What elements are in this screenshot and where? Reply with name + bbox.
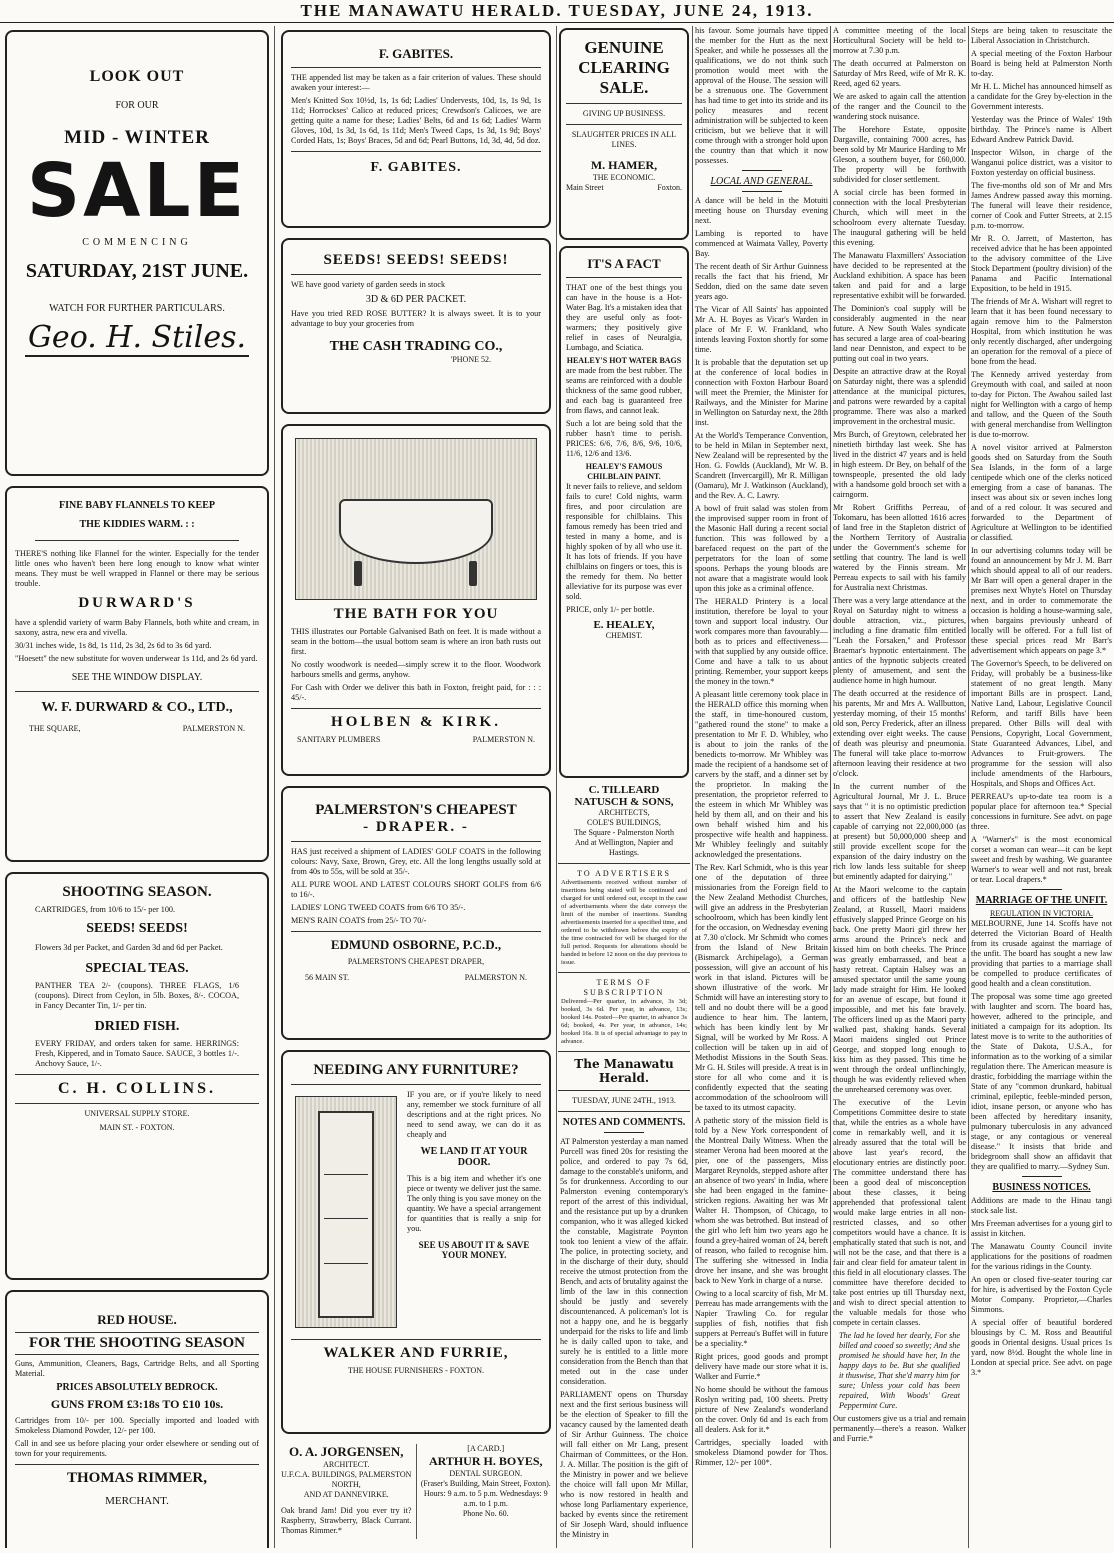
holben-town: PALMERSTON N. — [472, 735, 535, 744]
divider — [291, 1084, 541, 1085]
healey-text: It never fails to relieve, and seldom fails to cure! Cold nights, warm fires, and poor circulation are responsible for chilblains. This famous remedy has been tried and tested in many a home, and is highly spoken of by all who use it. It has lots of friends. If you have chilblains on fingers or toes, this is the remedy for them. No better alleviative for its purpose was ever sold. — [566, 482, 682, 601]
news-paragraph: The five-months old son of Mr and Mrs James Andrew passed away this morning. The funeral will leave their residence, corner of Cook and Futter Streets, at 2.15 p.m. to-morrow. — [971, 181, 1112, 230]
news-paragraph: PERREAU's up-to-date tea room is a popular place for afternoon tea.* Special concessions in furniture. See advt. on page three. — [971, 792, 1112, 831]
healey-text: are made from the best rubber. The seams are reinforced with a double thickness of the same good rubber, and each bag is guaranteed free from flaws, and cannot leak. — [566, 366, 682, 415]
jorgensen-card — [281, 1444, 412, 1539]
news-paragraph: We are asked to again call the attention of the ranger and the Council to the wandering stock nuisance. — [833, 92, 966, 121]
collins-address: MAIN ST. - FOXTON. — [99, 1123, 175, 1132]
collins-text: Flowers 3d per Packet, and Garden 3d and 6d per Packet. — [35, 943, 223, 952]
news-paragraph: The Vicar of All Saints' has appointed Mr A. H. Boyes as Vicar's Warden in place of Mr F. W. Frankland, who intends leaving Foxton shortly for some time. — [695, 305, 828, 354]
bath-heading: THE BATH FOR YOU — [333, 606, 499, 622]
tilleard-address: The Square - Palmerston North — [574, 828, 674, 837]
tilleard-card — [558, 784, 690, 858]
hamer-advert — [559, 28, 689, 240]
collins-heading: SHOOTING SEASON. — [62, 884, 212, 900]
hamer-street: Main Street — [566, 183, 604, 192]
durward-text: 30/31 inches wide, 1s 8d, 1s 11d, 2s 3d, 2s 6d to 3s 6d yard. — [15, 641, 212, 650]
durward-text: "Hoesett" the new substitute for woven underwear 1s 11d, and 2s 6d yard. — [15, 654, 258, 663]
hamer-name: M. HAMER, — [590, 158, 658, 172]
news-paragraph: The Horehore Estate, opposite Dargaville, containing 7000 acres, has been sold by Mr Maurice Harding to Mr Gleson, a southern buyer, for £60,000. The property will be forthwith subdivided for closer settlement. — [833, 125, 966, 184]
news-paragraph: Owing to a local scarcity of fish, Mr M. Perreau has made arrangements with the Napier Trawling Co. for regular supplies of fish, notifies that fish suppers at Perreau's Buffet will in future be a speciality.* — [695, 1289, 828, 1348]
stiles-advert — [5, 30, 269, 476]
news-paragraph: The Manawatu County Council invite applications for the positions of roadmen for the various ridings in the County. — [971, 1242, 1112, 1271]
gabites-text: THE appended list may be taken as a fair criterion of values. These should awaken your interest:— — [291, 73, 541, 92]
subscription-heading: TERMS OF SUBSCRIPTION — [583, 978, 665, 997]
holben-name: HOLBEN & KIRK. — [331, 714, 501, 730]
divider — [566, 124, 682, 125]
news-paragraph: Cartridges, specially loaded with smokeless Diamond powder for Thos. Rimmer, 12/- per 100*. — [695, 1438, 828, 1467]
news-paragraph: In the current number of the Agricultural Journal, Mr J. L. Bruce says that " it is no optimistic prediction to assert that New Zealand is easily capable of carrying not 22,000,000 (as at present) but 50,000,000 sheep and still provide excellent scope for the expansion of the dairy industry on the rich low lands less suitable for sheep but eminently adapted for dairying." — [833, 782, 966, 881]
osborne-name: EDMUND OSBORNE, P.C.D., — [330, 937, 502, 952]
for-our: FOR OUR — [115, 100, 159, 111]
news-paragraph: MELBOURNE, June 14. Scoffs have not deterred the Victorian Board of Health from its crusade against the marriage of the unfit. The board has sought a new law providing that parties to a marriage shall be compelled to produce certificates of good health and a clean constitution. — [971, 919, 1112, 988]
business-notices-heading: BUSINESS NOTICES. — [992, 1182, 1091, 1193]
watch-notice: WATCH FOR FURTHER PARTICULARS. — [49, 303, 225, 314]
news-paragraph: The Kennedy arrived yesterday from Greymouth with coal, and sailed at noon to-day for Picton. The Awahou sailed last night for Wellington with a cargo of hemp and tallow, and the Queen of the South with general merchandise from Wellington is due to-morrow. — [971, 370, 1112, 439]
healey-role: CHEMIST. — [605, 631, 643, 640]
divider — [742, 191, 782, 192]
osborne-text: LADIES' LONG TWEED COATS from 6/6 TO 35/-. — [291, 903, 466, 912]
advertisers-text: Advertisements received without number of insertions being stated will be continued and charged for until ordered out, except in the case of advertisements where the date conveys the limit of the number of insertions. Standing advertisements inserted for a specified time, and ordered to be withdrawn before the expiry of the time contracted for will be charged for the full period. Requests for alterations should be handed in before 12 noon on the day previous to issue. — [561, 879, 687, 966]
walker-name: WALKER AND FURRIE, — [323, 1345, 509, 1361]
osborne-heading: PALMERSTON'S CHEAPEST — [315, 802, 517, 818]
hamer-prices: SLAUGHTER PRICES IN ALL LINES. — [571, 130, 677, 149]
divider — [742, 170, 782, 171]
news-paragraph: A bowl of fruit salad was stolen from the improvised supper room in front of the Masonic Hall during a recent social function. This was followed by a barefaced request on the part of the perpetrators for the loan of some spoons. Perhaps the young bloods are not aware that a magistrate would look upon this joke as a criminal offence. — [695, 504, 828, 593]
column-rule — [692, 26, 693, 1548]
osborne-address: 56 MAIN ST. — [305, 973, 350, 982]
notes-text: PARLIAMENT opens on Thursday next and the first serious business will be the election of Speaker to fill the vacancy caused by the lamented death of Sir Arthur Guinness. The choice will fall either on Mr Lang, present Chairman of Committees, or the Hon. J. A. Millar. The position is the gift of the Ministry in power and we believe the choice will fall upon Mr Millar, who is now restored in health and whose long Parliamentary experience, backed by events since the retirement of Sir Joseph Ward, should influence the Ministry in — [560, 1390, 688, 1539]
jorgensen-role: ARCHITECT. — [323, 1460, 370, 1469]
divider — [1022, 1176, 1062, 1177]
walker-text: IF you are, or if you're likely to need any, remember we stock furniture of all descriptions and at the right prices. No need to send away, we can do it as cheaply and — [407, 1090, 541, 1139]
walker-furrie-advert — [281, 1050, 551, 1434]
column-rule — [830, 26, 831, 1548]
healey-price: PRICE, only 1/- per bottle. — [566, 605, 655, 614]
hamer-economic: THE ECONOMIC. — [592, 173, 656, 182]
column-4 — [695, 26, 828, 1548]
osborne-sub: PALMERSTON'S CHEAPEST DRAPER, — [347, 957, 485, 966]
divider — [558, 1051, 690, 1052]
column-1 — [2, 26, 272, 1548]
news-paragraph: Additions are made to the Hinau tangi stock sale list. — [971, 1196, 1112, 1215]
durward-title: FINE BABY FLANNELS TO KEEP — [59, 500, 215, 511]
collins-text: PANTHER TEA 2/- (coupons). THREE FLAGS, 1/6 (coupons). Direct from Ceylon, in 5lb. Boxes, 8/-. COCOA, in Fancy Decanter Tin, 1/- per tin. — [35, 981, 239, 1010]
collins-name: C. H. COLLINS. — [57, 1080, 217, 1097]
holben-kirk-advert — [281, 424, 551, 776]
boyes-card — [416, 1444, 552, 1539]
boyes-hours: Hours: 9 a.m. to 5 p.m. Wednesdays: 9 a.m. to 1 p.m. — [423, 1489, 548, 1508]
news-paragraph: The Manawatu Flaxmillers' Association have decided to be represented at the Auckland exhibition. A space has been taken and paid for and a large representative exhibit will be forwarded. — [833, 251, 966, 300]
news-paragraph: A special meeting of the Foxton Harbour Board is being held at Palmerston North to-day. — [971, 49, 1112, 78]
boyes-name: ARTHUR H. BOYES, — [428, 1454, 543, 1468]
news-paragraph: The Governor's Speech, to be delivered on Friday, will probably be a business-like statement of no great length. Many important Bills are in prospect. Land, Native Land, Labour, Legislative Council Reform, and tariff Bills have been prepared. Other Bills will deal with Pensions, Copyright, Local Government, State Guaranteed Advances, Libel, and Advances to Fruit-growers. The programme for the session will also include amendments of the Harbours, Hospitals, and Shops and Offices Act. — [971, 659, 1112, 788]
mid-winter: MID - WINTER — [64, 127, 210, 148]
divider — [566, 103, 682, 104]
hamer-town: Foxton. — [657, 183, 682, 192]
durward-name: DURWARD'S — [78, 595, 196, 611]
osborne-text: MEN'S RAIN COATS from 25/- TO 70/- — [291, 916, 427, 925]
bath-leg — [354, 561, 362, 587]
news-paragraph: The recent death of Sir Arthur Guinness recalls the fact that his friend, Mr Seddon, died on the same date seven years ago. — [695, 262, 828, 301]
advertisers-notice — [558, 869, 690, 967]
marriage-heading: MARRIAGE OF THE UNFIT. — [975, 895, 1108, 906]
news-paragraph: No home should be without the famous Roslyn writing pad, 100 sheets. Pretty picture of New Zealand's wonderland on the cover. Only 6d and 1s each from all dealers. Ask for it.* — [695, 1385, 828, 1434]
subscription-notice — [558, 978, 690, 1046]
rimmer-prices: PRICES ABSOLUTELY BEDROCK. — [56, 1382, 218, 1393]
divider — [291, 1339, 541, 1340]
advertisers-heading: TO ADVERTISERS — [577, 869, 671, 878]
boyes-role: DENTAL SURGEON. — [449, 1469, 523, 1478]
divider — [15, 1074, 259, 1075]
collins-store: UNIVERSAL SUPPLY STORE. — [84, 1109, 190, 1118]
news-paragraph: A pathetic story of the mission field is told by a New York correspondent of the Montreal Daily Witness. When the steamer Verona had been moored at the pier, one of the passengers, Miss Margaret Reynolds, stepped ashore after an absence of two years' in India, where she had been engaged in the famine-stricken regions. Awaiting her was Mr Walter H. Thompson, of Chicago, to whom she was betrothed. But instead of the girl who left him two years ago he found a grey-haired woman of 24, bereft of reason, who failed to recognise him. The suffering she witnessed in India drove her insane, and she was brought back to New York in charge of a nurse. — [695, 1116, 828, 1285]
hamer-genuine: GENUINE — [584, 38, 664, 57]
cash-text: WE have good variety of garden seeds in stock — [291, 280, 446, 289]
jorgensen-address: U.F.C.A. BUILDINGS, PALMERSTON NORTH, — [281, 1470, 412, 1489]
walker-cta: SEE US ABOUT IT & SAVE YOUR MONEY. — [418, 1240, 530, 1260]
news-paragraph: Mrs Burch, of Greytown, celebrated her ninetieth birthday last week. She has lived in the district 47 years and is held in high esteem. Dr Bey, on behalf of the townspeople, presented the old lady with a handsome gold brooch set with a cairngorm. — [833, 430, 966, 499]
herald-title: The Manawatu Herald. — [574, 1057, 674, 1085]
herald-date: TUESDAY, JUNE 24TH., 1913. — [572, 1096, 676, 1105]
news-paragraph: In our advertising columns today will be found an announcement by Mr J. M. Barr which should appeal to all of our readers. Mr Barr will open a general draper in the premises next Whyte's Hotel on Thursday next, and in order to commemorate the occasion is holding a house-warming sale, when bargains previously unheard of locally will be offered. For a full list of these special prices read Mr Barr's advertisement which appears on page 3.* — [971, 546, 1112, 655]
news-paragraph: The executive of the Levin Competitions Committee desire to state that, while the entries as a whole have come in remarkably well, and it is already assured that the total will be above last year's record, the elocutionary entries are distinctly poor. The committee understand there has been a good deal of misconception about these classes, it being apprehended that professional talent would make large entries in all non-restricted classes, and so other competitors would have a chance. It is emphatically stated that such is not, and will not be the case, and that there is a fair and clear field for amateur talent in this field in all elocutionary classes. The committee have therefore decided to take post entries up till Thursday next, and wish to direct special attention to the valuable medals for those who compete in certain classes. — [833, 1098, 966, 1327]
gabites-footer: F. GABITES. — [370, 160, 462, 175]
news-paragraph: There was a very large attendance at the Royal on Saturday night to witness a double attraction, viz., pictures, including a fine dramatic film entitled "Leah the Forsaken," and Professor Braemar's hypnotic entertainment. The antics of the hypnotic subjects created plenty of amusement, and sent the audience home in high humour. — [833, 596, 966, 685]
news-paragraph: At the Maori welcome to the captain and officers of the battleship New Zealand, at Russell, Maori maidens effusively slapped Prince George on his back. One pretty Maori girl threw her arms around the Prince's neck and kissed him on both cheeks. The Prince was greatly embarrassed, and beat a hasty retreat. Captain Halsey was an amused spectator until the same young lady made straight for Him. He looked for an avenue of escape, but found it impossible, and met his fate bravely. The officers lined up as the Maori party walked past, shaking hands. Several Maori maidens singled out Prince George, and stopped long enough to kiss him as they passed. This time he went through the ordeal unflinchingly, though he was evidently relieved when the unrehearsed ceremony was over. — [833, 885, 966, 1094]
holben-price: For Cash with Order we deliver this bath in Foxton, freight paid, for : : : 45/-. — [291, 683, 541, 702]
sale-heading: SALE — [26, 148, 248, 234]
holben-text: THIS illustrates our Portable Galvanised Bath on feet. It is made without a seam in the bottom—the usual bottom seam is where an iron bath rusts out first. — [291, 627, 541, 656]
osborne-text: HAS just received a shipment of LADIES' GOLF COATS in the following colours: Navy, Saxe, Brown, Grey, etc. All the long lengths usually sold at from 40s to 55s, will be sold at 35/-. — [291, 847, 541, 876]
tilleard-building: COLE'S BUILDINGS, — [587, 818, 661, 827]
tilleard-role: ARCHITECTS, — [598, 808, 650, 817]
marriage-subheading: REGULATION IN VICTORIA. — [989, 909, 1094, 918]
column-rule — [968, 26, 969, 1548]
rimmer-text: Guns, Ammunition, Cleaners, Bags, Cartridge Belts, and all Sporting Material. — [15, 1359, 259, 1378]
osborne-advert — [281, 786, 551, 1040]
durward-address: THE SQUARE, — [29, 724, 81, 733]
hamer-sale: SALE. — [599, 78, 649, 97]
news-paragraph: Mrs Freeman advertises for a young girl to assist in kitchen. — [971, 1219, 1112, 1238]
divider — [558, 1090, 690, 1091]
walker-text: This is a big item and whether it's one piece or twenty we deliver just the same. The only thing is you save money on the quantity. We have a special arrangement for quantities that is really a snip for you. — [407, 1174, 541, 1233]
seeds-heading: SEEDS! SEEDS! SEEDS! — [323, 252, 509, 268]
osborne-town: PALMERSTON N. — [464, 973, 527, 982]
bath-tub — [339, 499, 493, 564]
divider — [558, 1111, 690, 1112]
collins-text: CARTRIDGES, from 10/6 to 15/- per 100. — [35, 905, 176, 914]
news-paragraph: It is probable that the deputation set up at the conference of local bodies in connection with Foxton Harbour Board will meet the Premier, the Minister for Railways, and the Minister for Marine in Wellington on Saturday next, the 28th inst. — [695, 358, 828, 427]
news-paragraph: An open or closed five-seater touring car for hire, is advertised by the Foxton Cycle Motor Company. Proprietor,—Charles Simmons. — [971, 1275, 1112, 1314]
local-general-heading: LOCAL AND GENERAL. — [710, 176, 813, 187]
news-paragraph: A novel visitor arrived at Palmerston goods shed on Saturday from the South Sea Islands, in the form of a large centipede which one of the clerks noticed emerging from a case of bananas. The insect was about six or seven inches long and of a red colour. It was secured and forwarded to the Department of Agriculture at Wellington to be identified or classified. — [971, 443, 1112, 542]
collins-teas: SPECIAL TEAS. — [85, 961, 189, 976]
walker-sub: THE HOUSE FURNISHERS - FOXTON. — [347, 1366, 485, 1375]
collins-advert — [5, 872, 269, 1280]
gabites-advert — [281, 30, 551, 228]
durward-window: SEE THE WINDOW DISPLAY. — [71, 672, 203, 683]
durward-text: have a splendid variety of warm Baby Flannels, both white and cream, in saxony, astra, new era and vivella. — [15, 618, 259, 637]
news-paragraph: Mr R. O. Jarrett, of Masterton, has received advice that he has been appointed to the advisory committee of the Live Stock Department (poultry division) of the Panama and Pacific International Exposition, to be held in 1915. — [971, 234, 1112, 293]
news-paragraph: A "Warner's" is the most economical corset a woman can wear—it can be kept sweet and fresh by washing. We guarantee Warner's to wear well and not rust, break or tear. Local drapers.* — [971, 835, 1112, 884]
news-paragraph: Inspector Wilson, in charge of the Wanganui police district, was a visitor to Foxton yesterday on official business. — [971, 148, 1112, 177]
sale-date: SATURDAY, 21ST JUNE. — [25, 260, 249, 282]
divider — [558, 863, 690, 864]
divider — [291, 931, 541, 932]
divider — [566, 277, 682, 278]
divider — [291, 708, 541, 709]
divider — [291, 841, 541, 842]
cards-row — [281, 1444, 551, 1539]
cabinet — [318, 1111, 374, 1318]
news-paragraph: Despite an attractive draw at the Royal on Saturday night, there was a splendid attendance at the municipal pictures, and patrons were rewarded by a capital programme. There was also a marked improvement in the orchestral music. — [833, 367, 966, 426]
boyes-phone: Phone No. 60. — [462, 1509, 509, 1518]
osborne-text: ALL PURE WOOL AND LATEST COLOURS SHORT GOLFS from 6/6 to 16/-. — [291, 880, 541, 899]
rimmer-name: THOMAS RIMMER, — [67, 1470, 207, 1486]
divider — [604, 1132, 644, 1133]
jam-notice: Oak brand Jam! Did you ever try it? Raspberry, Strawberry, Black Currant. Thomas Rimmer.* — [281, 1506, 412, 1535]
news-paragraph: Steps are being taken to resuscitate the Liberal Association in Christchurch. — [971, 26, 1112, 45]
news-paragraph: At the World's Temperance Convention, to be held in Milan in September next, New Zealand will be represented by the Hon. G. Fowlds (Auckland), Mr W. B. Scandrett (Invercargill), Mr R. Milligan (Oamaru), Mr J. Watkinson (Auckland), and the Rev. A. C. Lawry. — [695, 431, 828, 500]
news-paragraph: Our customers give us a trial and remain permanently—there's a reason. Walker and Furrie.* — [833, 1414, 966, 1443]
news-paragraph: The Rev. Karl Schmidt, who is this year one of the deputation of three missionaries from the Foreign field to the New Zealand Methodist Churches, will give an address in the Presbyterian schoolroom, which has been kindly lent for the occasion, on Wednesday evening at 7.30 o'clock. Mr Schmidt who comes from the Island of New Britain (Bismarck Archipelago), a German possession, will give an account of his work in that island. Pictures will be shown illustrative of the work. Mr Schmidt will have an interesting story to tell and no doubt there will be a good audience to hear him. The lantern, which has been kindly lent by Mr Signal, will be worked by Mr Ross. A collection will be taken up in aid of Methodist Missions in the South Seas. Mr G. H. Stiles will preside. A treat is in store for all who come and it is confidently expected that the seating accommodation of the schoolroom will be taxed to its utmost capacity. — [695, 863, 828, 1112]
durward-advert — [5, 486, 269, 862]
boyes-card-label: [A CARD.] — [467, 1444, 505, 1453]
tilleard-name: C. TILLEARD NATUSCH & SONS, — [574, 784, 674, 808]
subscription-text: Delivered—Per quarter, in advance, 3s 3d; booked, 3s 6d. Per year, in advance, 13s; booked 14s. Posted—Per quarter, in advance 3s 6d; booked, 4s. Per year, in advance, 14s; booked 16s. It is of special advantage to pay in advance. — [561, 998, 687, 1045]
cash-name: THE CASH TRADING CO., — [329, 339, 503, 354]
rimmer-text: Cartridges from 10/- per 100. Specially imported and loaded with Smokeless Diamond Powder, 12/- per 100. — [15, 1416, 259, 1435]
news-paragraph: The friends of Mr A. Wishart will regret to learn that it has been found necessary to again remove him to the Palmerston Hospital, from which institution he was only recently discharged, after undergoing an operation for the removal of a piece of bone from the head. — [971, 297, 1112, 366]
hamer-giving-up: GIVING UP BUSINESS. — [582, 109, 666, 118]
divider — [15, 691, 259, 692]
rimmer-advert — [5, 1290, 269, 1548]
news-paragraph: his favour. Some journals have tipped the member for the Hutt as the next Speaker, and while he possesses all the qualifications, we do not think such promotion would meet with the approval of the House. The session will be a strenuous one. The Government has had time to get into its stride and its policy measures and recent administration will be subjected to keen criticism, but we believe that it will come through with a stronger hold upon the country than that which it now possesses. — [695, 26, 828, 165]
collins-text: EVERY FRIDAY, and orders taken for same. HERRINGS: Fresh, Kippered, and in Tomato Sauce. SAUCE, 3 bottles 1/-. Anchovy Sauce, 1/-. — [35, 1039, 239, 1068]
durward-subtitle: THE KIDDIES WARM. : : — [79, 519, 195, 530]
healey-text: THAT one of the best things you can have in the house is a Hot-Water Bag. It's a mistaken idea that they are useful only as foot-warmers; they positively give relief in cases of Neuralgia, Lumbago, and Sciatica. — [566, 283, 682, 352]
divider — [1022, 889, 1062, 890]
news-paragraph: The death occurred at Palmerston on Saturday of Mrs Reed, wife of Mr R. K. Reed, aged 62 years. — [833, 59, 966, 88]
notes-heading: NOTES AND COMMENTS. — [562, 1117, 686, 1128]
rimmer-role: MERCHANT. — [105, 1495, 169, 1507]
healey-heading: IT'S A FACT — [587, 256, 661, 271]
news-paragraph: A special offer of beautiful bordered blousings by C. M. Ross and Beautiful goods in Oriental designs. Usual prices 1s yard, now 8½d. Bought the whole line in London at special price. See advt. on page 3.* — [971, 1318, 1112, 1377]
hamer-clearing: CLEARING — [578, 58, 670, 77]
news-paragraph: A social circle has been formed in connection with the local Presbyterian Church, which will meet in the schoolroom every alternate Tuesday. The inaugural gathering will be held this evening. — [833, 188, 966, 247]
news-paragraph: The HERALD Printery is a local institution, therefore be loyal to your town and support local industry. Our work compares more than favourably—both as to prices and effectiveness—with that supplied by any outside office. Come and have a talk to us about printing. Remember, your support keeps the money in the town.* — [695, 597, 828, 686]
divider — [15, 1464, 259, 1465]
boyes-address: (Fraser's Building, Main Street, Foxton). — [420, 1479, 551, 1488]
cash-trading-advert — [281, 238, 551, 414]
walker-delivery: WE LAND IT AT YOUR DOOR. — [420, 1146, 528, 1168]
masthead: THE MANAWATU HERALD. TUESDAY, JUNE 24, 1913. — [0, 0, 1114, 23]
cash-text: Have you tried RED ROSE BUTTER? It is always sweet. It is to your advantage to buy your groceries from — [291, 309, 541, 328]
column-5 — [833, 26, 966, 1548]
divider — [558, 972, 690, 973]
jorgensen-branch: AND AT DANNEVIRKE. — [303, 1490, 389, 1499]
news-paragraph: Yesterday was the Prince of Wales' 19th birthday. The Prince's name is Albert Edward Andrew Patrick David. — [971, 115, 1112, 144]
verse: The lad he loved her dearly, For she billed and cooed so sweetly; And she promised he should have her, In the happy days to be. But she qualified it thuswise, That she'd marry him for sure; Unless your cold has been repaired, With Woods' Great Peppermint Cure. — [839, 1331, 960, 1410]
healey-name: E. HEALEY, — [593, 619, 655, 631]
stiles-signature: Geo. H. Stiles. — [25, 320, 249, 357]
cabinet-illustration — [295, 1096, 397, 1328]
healey-advert — [559, 246, 689, 778]
news-paragraph: The death occurred at the residence of his parents, Mr and Mrs A. Wallbutton, yesterday morning, of their 15 months' old son, Percy Frederick, after an illness extending over eight weeks. The cause of death was pleurisy and pneumonia. The funeral will take place to-morrow afternoon leaving their residence at two o'clock. — [833, 689, 966, 778]
osborne-subheading: - DRAPER. - — [363, 819, 469, 835]
healey-text: Such a lot are being sold that the rubber hasn't time to perish. PRICES: 6/6, 7/6, 8/6, 9/6, 10/6, 11/6, 12/6 and 13/6. — [566, 419, 682, 458]
gabites-text: Men's Knitted Sox 10½d, 1s, 1s 6d; Ladies' Undervests, 10d, 1s, 1s 9d, 1s 11d; Horrockses' Calico at reduced prices; Crewdson's Calicoes, we are getting quite a name for these; Ladies' Belts, 6d and 1s 6d; Ladies' Warm Gloves, 10d, 1s 3d, 1s 6d, 1s 11d; Men's Tweed Caps, 1s 3d, 1s 9d; Boys' Corded Hats, 1s; Boys' Braces, 5d and 6d; Pearl Buttons, 1d, 3d, 4d, 5d doz. — [291, 96, 541, 145]
holben-trade: SANITARY PLUMBERS — [297, 735, 381, 744]
notes-text: AT Palmerston yesterday a man named Purcell was fined 20s for resisting the police, and ordered to pay 7s 6d, damage to the constable's uniform, and 5s for drunkenness. According to our Palmerston evening contemporary's report of the arrest of this individual, and the resistance put up by a drunken companion, who it was alleged kicked the constable, Magistrate Poynton took too lenient a view of the affair. The police, in protecting society, and in the discharge of their duty, should receive the utmost protection from the Bench, and acts of brutality against the limb of the law in this connection should be justly and severely discountenanced. A policeman's lot is not a happy one, and he is beggarly underpaid for the risks to life and limb he is daily called upon to take, and surely he is entitled to a little more consideration from the Bench than that meted out in the case under consideration. — [560, 1137, 688, 1386]
look-out: LOOK OUT — [89, 68, 185, 85]
collins-fish: DRIED FISH. — [94, 1019, 180, 1034]
holben-text: No costly woodwork is needed—simply screw it to the floor. Woodwork harbours smells and germs, anyhow. — [291, 660, 541, 679]
divider — [15, 1103, 259, 1104]
healey-bags: HEALEY'S HOT WATER BAGS — [566, 356, 682, 365]
cash-phone: 'PHONE 52. — [450, 355, 491, 364]
divider — [35, 540, 239, 541]
news-paragraph: The Dominion's coal supply will be considerably augmented in the near future. A New South Wales syndicate has secured a large area of coal-bearing land near Denniston, and expect to be putting out coal in two years. — [833, 304, 966, 363]
rimmer-house: RED HOUSE. — [97, 1312, 177, 1327]
healey-chilblain: HEALEY'S FAMOUS CHILBLAIN PAINT. — [585, 462, 663, 481]
column-6 — [971, 26, 1112, 1548]
rimmer-guns: GUNS FROM £3:18s TO £10 10s. — [50, 1397, 224, 1411]
tilleard-branches: And at Wellington, Napier and Hastings. — [574, 838, 674, 857]
column-rule — [274, 26, 275, 1548]
durward-text: THERE'S nothing like Flannel for the winter. Especially for the tender little ones who haven't been here long enough to know what winter means. They must be well wrapped in Flannel or there may be serious trouble. — [15, 549, 259, 588]
rimmer-heading: FOR THE SHOOTING SEASON — [15, 1332, 259, 1355]
news-paragraph: A pleasant little ceremony took place in the HERALD office this morning when the staff, in time-honoured custom, "gathered round the stone" to make a presentation to Mr F. D. Whibley, who is about to join the ranks of the benedicts to-morrow. Mr Whibley was made the recipient of a handsome set of carvers by the staff, and a dinner set by the proprietor. In making the presentation, the proprietor referred to the esteem in which Mr Whibley was held by them all, and on their and his own behalf wished him and his prospective wife health and happiness. Mr Whibley feelingly and suitably acknowledged the presentations. — [695, 690, 828, 859]
commencing: COMMENCING — [82, 237, 192, 248]
durward-town: PALMERSTON N. — [182, 724, 245, 733]
furniture-heading: NEEDING ANY FURNITURE? — [313, 1062, 519, 1078]
bath-illustration — [295, 438, 537, 600]
news-paragraph: The proposal was some time ago greeted with laughter and scorn. The board has, however, adhered to the principle, and initiated a campaign for its adoption. Its latest move is to write to the authorities of the State of Dakota, U.S.A., for information as to the working of a similar regulation there. The American measure is drastic, forbidding the marriage within the State of any "common drunkard, habitual criminal, epileptic, feeble-minded person, idiot, insane person, or anyone who has been affected by hereditary insanity, pulmonary tuberculosis in any advanced stage, or any contagious or venereal disease." It insists that bride and bridegroom shall show an affidavit that they are qualified to marry.—Sydney Sun. — [971, 992, 1112, 1171]
news-paragraph: A dance will be held in the Motuiti meeting house on Thursday evening next. — [695, 196, 828, 225]
news-paragraph: Right prices, good goods and prompt delivery have made our store what it is. Walker and Furrie.* — [695, 1352, 828, 1381]
divider — [291, 151, 541, 152]
gabites-name: F. GABITES. — [378, 46, 454, 61]
jorgensen-name: O. A. JORGENSEN, — [289, 1444, 404, 1459]
column-rule — [556, 26, 557, 1548]
rimmer-text: Call in and see us before placing your order elsewhere or sending out of town for your requirements. — [15, 1439, 259, 1458]
column-2 — [278, 26, 554, 1548]
cash-price: 3D & 6D PER PACKET. — [365, 294, 467, 305]
divider — [291, 274, 541, 275]
news-paragraph: Mr Robert Griffiths Perreau, of Tokomaru, has been allotted 1616 acres of land free in the Stapleton district of the Northern Territory of Australia under the Government's scheme for settling that country. The land is well watered by the Finnis stream. Mr Perreau expects to sail with his family for Australia next Christmas. — [833, 503, 966, 592]
news-paragraph: Mr H. L. Michel has announced himself as a candidate for the Grey by-election in the Government interests. — [971, 82, 1112, 111]
column-3 — [558, 26, 690, 1548]
news-paragraph: A committee meeting of the local Horticultural Society will be held to-morrow at 7.30 p.m. — [833, 26, 966, 55]
divider — [291, 67, 541, 68]
durward-firm: W. F. DURWARD & CO., LTD., — [41, 700, 233, 715]
news-paragraph: Lambing is reported to have commenced at Waimata Valley, Poverty Bay. — [695, 229, 828, 258]
bath-leg — [469, 561, 477, 587]
collins-seeds: SEEDS! SEEDS! — [86, 921, 188, 936]
